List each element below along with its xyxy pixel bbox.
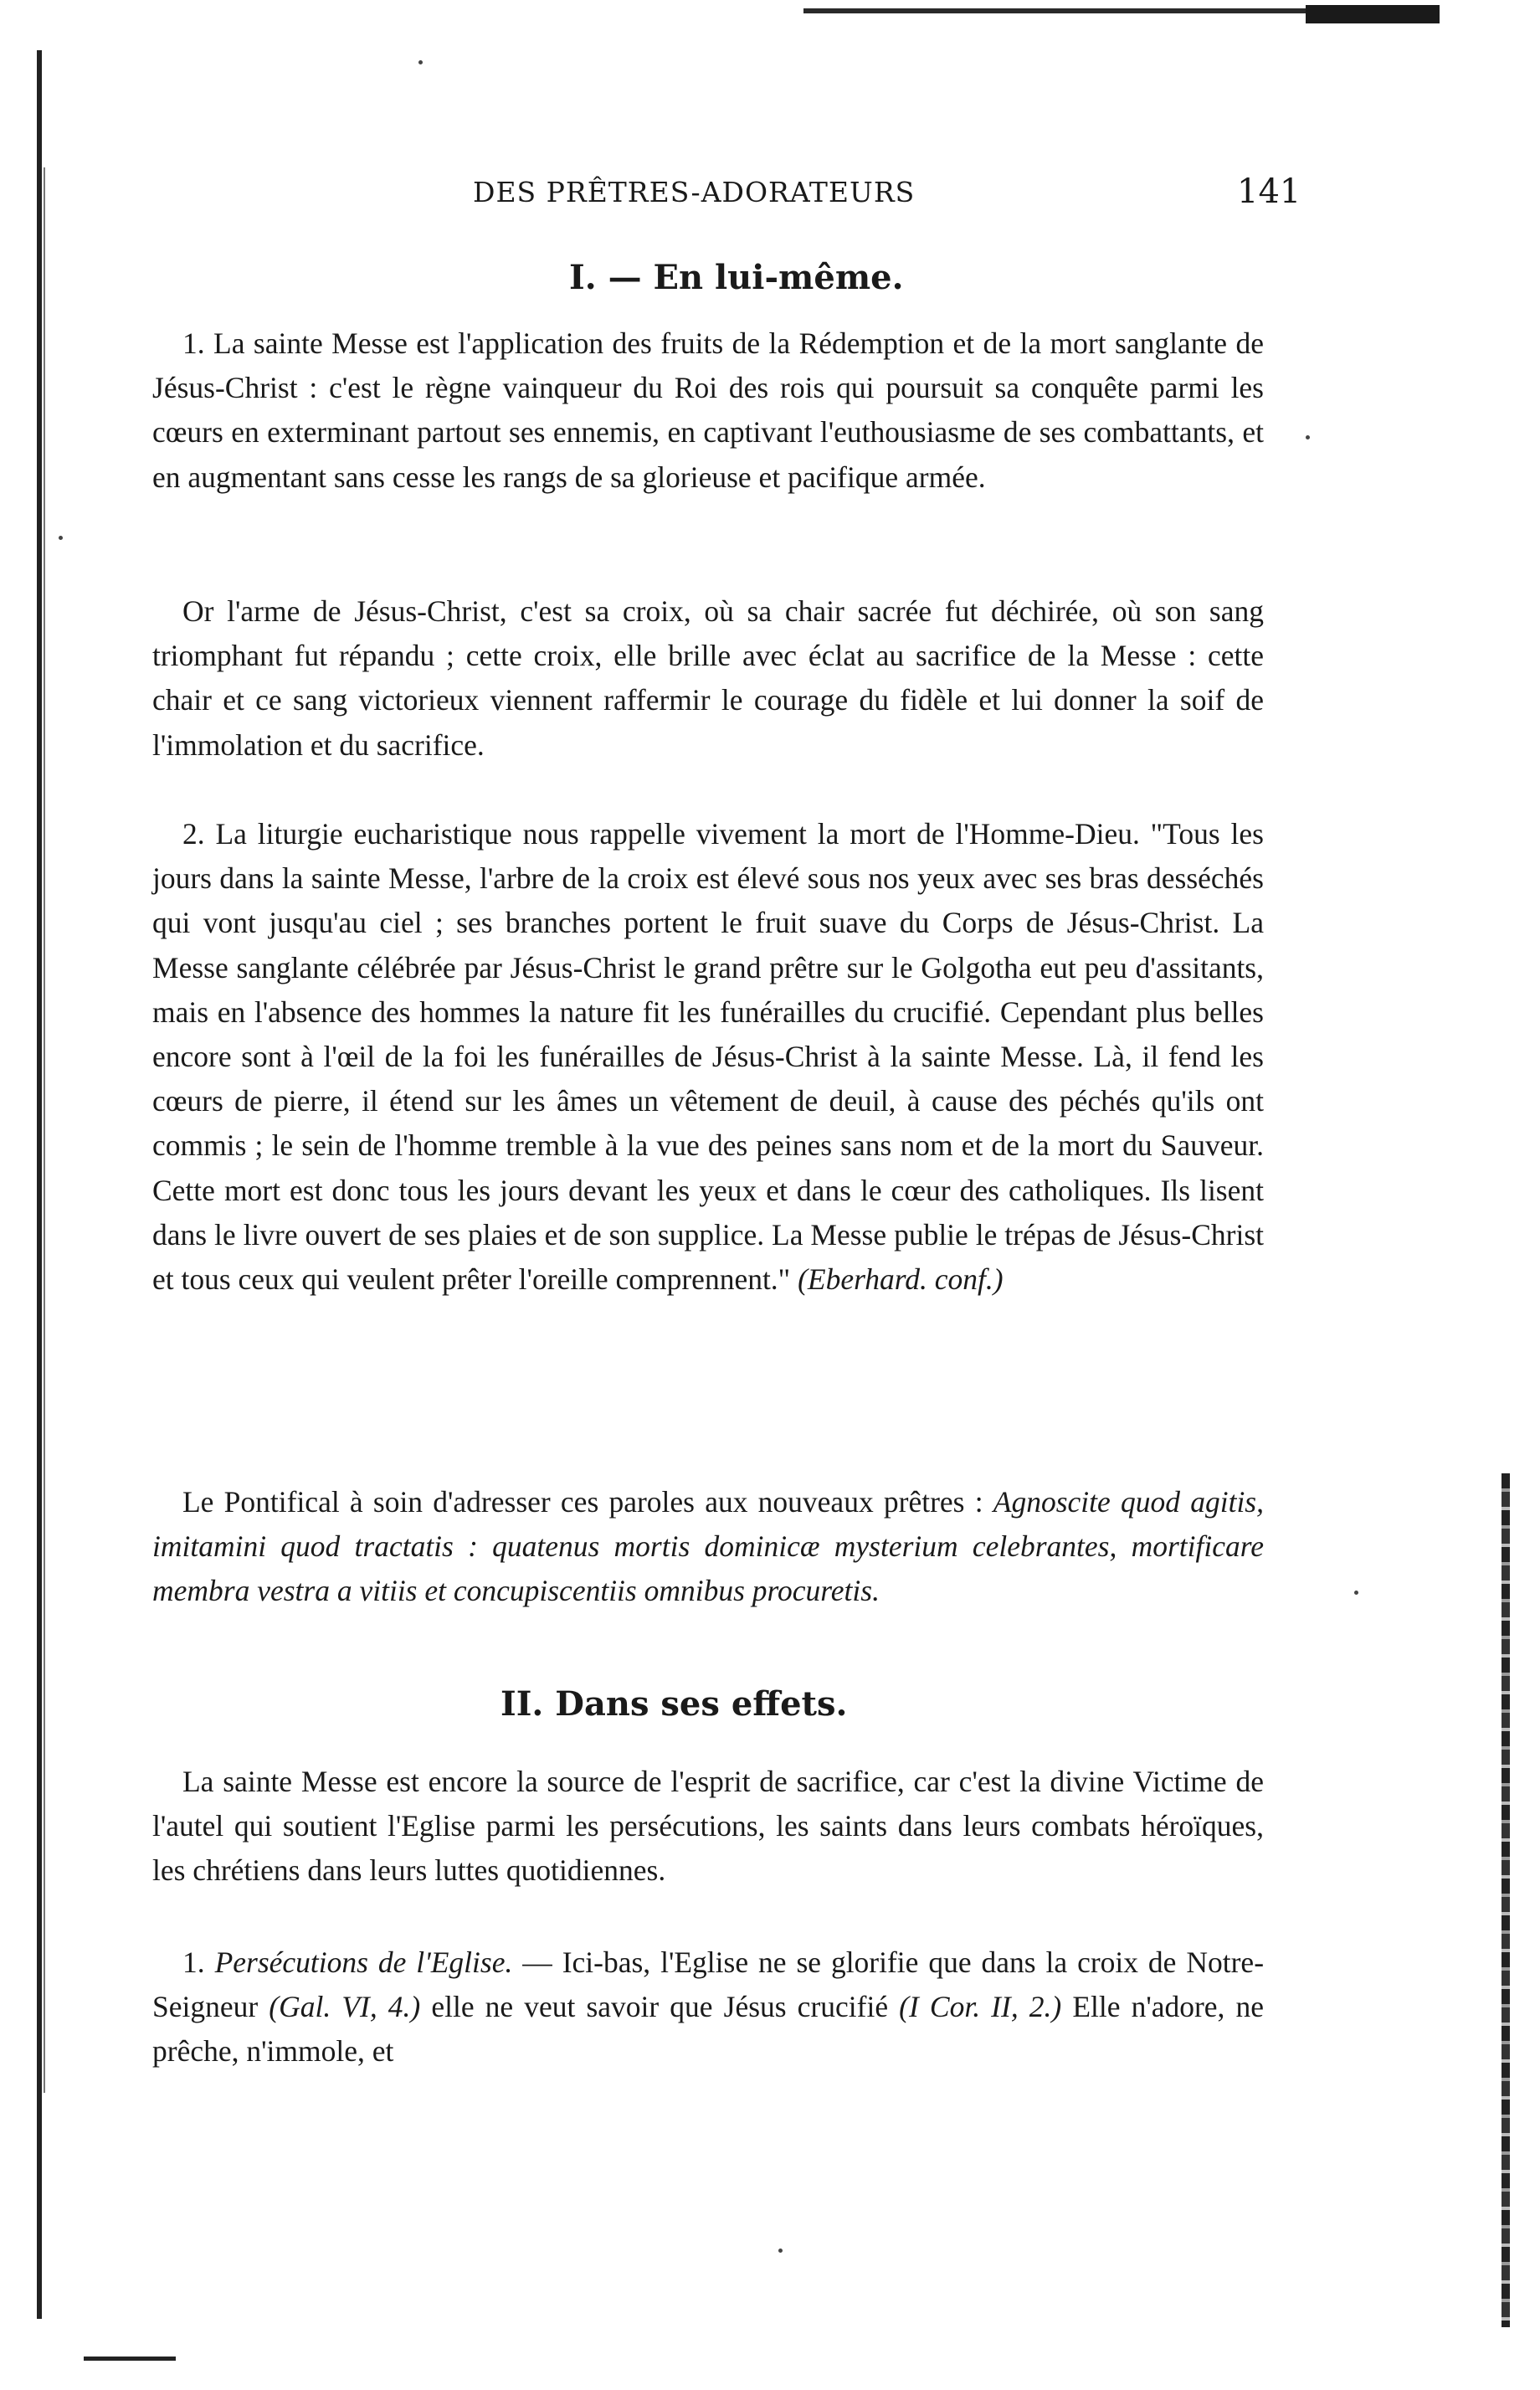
running-title: DES PRÊTRES-ADORATEURS	[473, 176, 916, 208]
scan-edge-top-mark	[1306, 5, 1440, 23]
scan-speck	[418, 60, 423, 64]
paragraph-4	[152, 1480, 1264, 1614]
paragraph-3	[152, 812, 1264, 1302]
section-heading-1: I. — En lui-même.	[569, 258, 904, 297]
citation: (Eberhard. conf.)	[798, 1262, 1004, 1297]
scan-speck	[1306, 435, 1310, 439]
paragraph-6	[152, 1940, 1264, 2074]
paragraph-5: La sainte Messe est encore la source de l'esprit de sacrifice, car c'est la divine Victime de l'autel qui soutient l'Eglise parmi les persécutions, les saints dans leurs combats héroïques, les chrétiens dans leurs luttes quotidiennes.	[152, 1765, 1264, 1888]
paragraph-2: Or l'arme de Jésus-Christ, c'est sa croix, où sa chair sacrée fut déchirée, où son sang triomphant fut répandu ; cette croix, elle brille avec éclat au sacrifice de la Messe : cette chair et ce sang victorieux viennent raffermir le courage du fidèle et lui donner la soif de l'immolation et du sacrifice.	[152, 594, 1264, 762]
paragraph-1: 1. La sainte Messe est l'application des fruits de la Rédemption et de la mort sanglante de Jésus-Christ : c'est le règne vainqueur du Roi des rois qui poursuit sa conquête parmi les cœurs en exterminant partout ses ennemis, en captivant l'euthousiasme de ses combattants, et en augmentant sans cesse les rangs de sa glorieuse et pacifique armée.	[152, 326, 1264, 494]
scan-edge-left	[37, 50, 42, 2319]
page-number: 141	[1237, 172, 1301, 211]
paragraph-3-text: 2. La liturgie eucharistique nous rappelle vivement la mort de l'Homme-Dieu. "Tous les jours dans la sainte Messe, l'arbre de la croix est élevé sous nos yeux avec ses bras desséchés qui vont jusqu'au ciel ; ses branches portent le fruit suave du Corps de Jésus-Christ. La Messe sanglante célébrée par Jésus-Christ le grand prêtre sur le Golgotha eut peu d'assitants, mais en l'absence des hommes la nature fit les funérailles du crucifié. Cependant plus belles encore sont à l'œil de la foi les funérailles de Jésus-Christ à la sainte Messe. Là, il fend les cœurs de pierre, il étend sur les âmes un vêtement de deuil, à cause des péchés qu'ils ont commis ; le sein de l'homme tremble à la vue des peines sans nom et de la mort du Sauveur. Cette mort est donc tous les jours devant les yeux et dans le cœur des catholiques. Ils lisent dans le livre ouvert de ses plaies et de son supplice. La Messe publie le trépas de Jésus-Christ et tous ceux qui veulent prêter l'oreille comprennent."	[152, 817, 1264, 1297]
scan-edge-left-inner	[44, 167, 45, 2093]
scan-speck	[1354, 1591, 1358, 1595]
latin-quote: Agnoscite quod agitis, imitamini quod tractatis : quatenus mortis dominicæ mysterium celebrantes, mortificare membra vestra a vitiis et concupiscentiis omnibus procuretis.	[152, 1485, 1264, 1608]
section-heading-2: II. Dans ses effets.	[501, 1684, 848, 1724]
scan-speck	[778, 2249, 783, 2253]
scan-speck	[59, 536, 63, 540]
paragraph-6-text-c: Elle n'adore, ne prêche, n'immole, et	[152, 1990, 1265, 2069]
scan-edge-right	[1502, 1473, 1510, 2327]
scan-edge-bottom	[84, 2357, 176, 2361]
paragraph-6-title: Persécutions de l'Eglise.	[214, 1945, 513, 1979]
paragraph-6-text-a: — Ici-bas, l'Eglise ne se glorifie que dans la croix de Notre-Seigneur	[152, 1945, 1265, 2024]
paragraph-6-number: 1.	[182, 1945, 205, 1979]
reference-gal: (Gal. VI, 4.)	[269, 1990, 421, 2024]
paragraph-6-text-b: elle ne veut savoir que Jésus crucifié	[431, 1990, 889, 2024]
paragraph-4-lead: Le Pontifical à soin d'adresser ces paroles aux nouveaux prêtres :	[182, 1485, 983, 1519]
reference-cor: (I Cor. II, 2.)	[899, 1990, 1062, 2024]
